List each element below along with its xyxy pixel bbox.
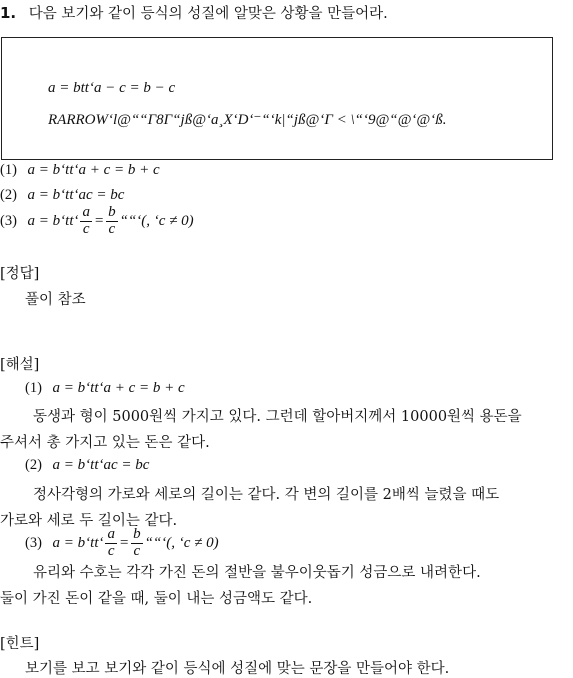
solution-1-label: (1)	[25, 380, 42, 396]
question-number: 1.	[0, 4, 17, 22]
item-3-suffix: ““‘(, ‘c ≠ 0)	[119, 212, 194, 229]
item-3-equals: =	[93, 212, 105, 229]
solution-2-line-2: 가로와 세로 두 길이는 같다.	[0, 513, 178, 529]
item-2	[0, 187, 124, 204]
example-box	[1, 37, 553, 160]
answer-heading: [정답]	[0, 266, 40, 282]
example-line-1: a = btt‘a − c = b − c	[48, 80, 176, 96]
solution-1-line-2: 주셔서 총 가지고 있는 돈은 같다.	[0, 435, 210, 451]
solution-2-expr: a = b‘tt‘ac = bc	[52, 457, 150, 473]
solution-3-line-1: 유리와 수호는 각각 가진 돈의 절반을 불우이웃돕기 성금으로 내려한다.	[33, 565, 481, 581]
item-2-label: (2)	[0, 187, 17, 203]
item-2-expr: a = b‘tt‘ac = bc	[27, 187, 125, 203]
item-1-label: (1)	[0, 162, 17, 178]
example-line-2: RARROW‘l@““Γ8Γ“jß@‘a¸X‘D‘⁻“‘k|“jß@‘Γ < \“‘9@“@‘@‘ß.	[48, 112, 447, 128]
solution-2-line-1: 정사각형의 가로와 세로의 길이는 같다. 각 변의 길이를 2배씩 늘렸을 때도	[33, 487, 500, 503]
item-3-prefix: a = b‘tt‘	[27, 212, 79, 229]
hint-text: 보기를 보고 보기와 같이 등식에 성질에 맞는 문장을 만들어야 한다.	[25, 661, 450, 677]
solution-3-label: (3)	[25, 534, 42, 551]
solution-2-label: (2)	[25, 457, 42, 473]
solution-3-line-2: 둘이 가진 돈이 같을 때, 둘이 내는 성금액도 같다.	[0, 591, 313, 607]
solution-heading: [해설]	[0, 357, 40, 373]
solution-3-fraction-a: $\frac{a}{c}$	[107, 526, 115, 559]
answer-text: 풀이 참조	[25, 292, 86, 308]
item-3-fraction-a: $\frac{a}{c}$	[82, 204, 90, 237]
item-1	[0, 162, 160, 179]
question-title	[0, 2, 388, 23]
solution-1-line-1: 동생과 형이 5000원씩 가지고 있다. 그런데 할아버지께서 10000원씩 용돈을	[33, 409, 522, 425]
solution-3-suffix: ““‘(, ‘c ≠ 0)	[144, 534, 219, 551]
item-1-expr: a = b‘tt‘a + c = b + c	[27, 162, 160, 178]
solution-1-header	[25, 380, 185, 397]
item-3-label: (3)	[0, 212, 17, 229]
solution-2-header	[25, 457, 149, 474]
solution-3-fraction-b: $\frac{b}{c}$	[133, 526, 141, 559]
item-3-fraction-b: $\frac{b}{c}$	[108, 204, 116, 237]
item-3	[0, 205, 194, 238]
solution-3-header	[25, 527, 219, 560]
hint-heading: [힌트]	[0, 636, 40, 652]
solution-3-prefix: a = b‘tt‘	[52, 534, 104, 551]
solution-1-expr: a = b‘tt‘a + c = b + c	[52, 380, 185, 396]
solution-3-equals: =	[118, 534, 130, 551]
question-prompt: 다음 보기와 같이 등식의 성질에 알맞은 상황을 만들어라.	[28, 6, 388, 22]
